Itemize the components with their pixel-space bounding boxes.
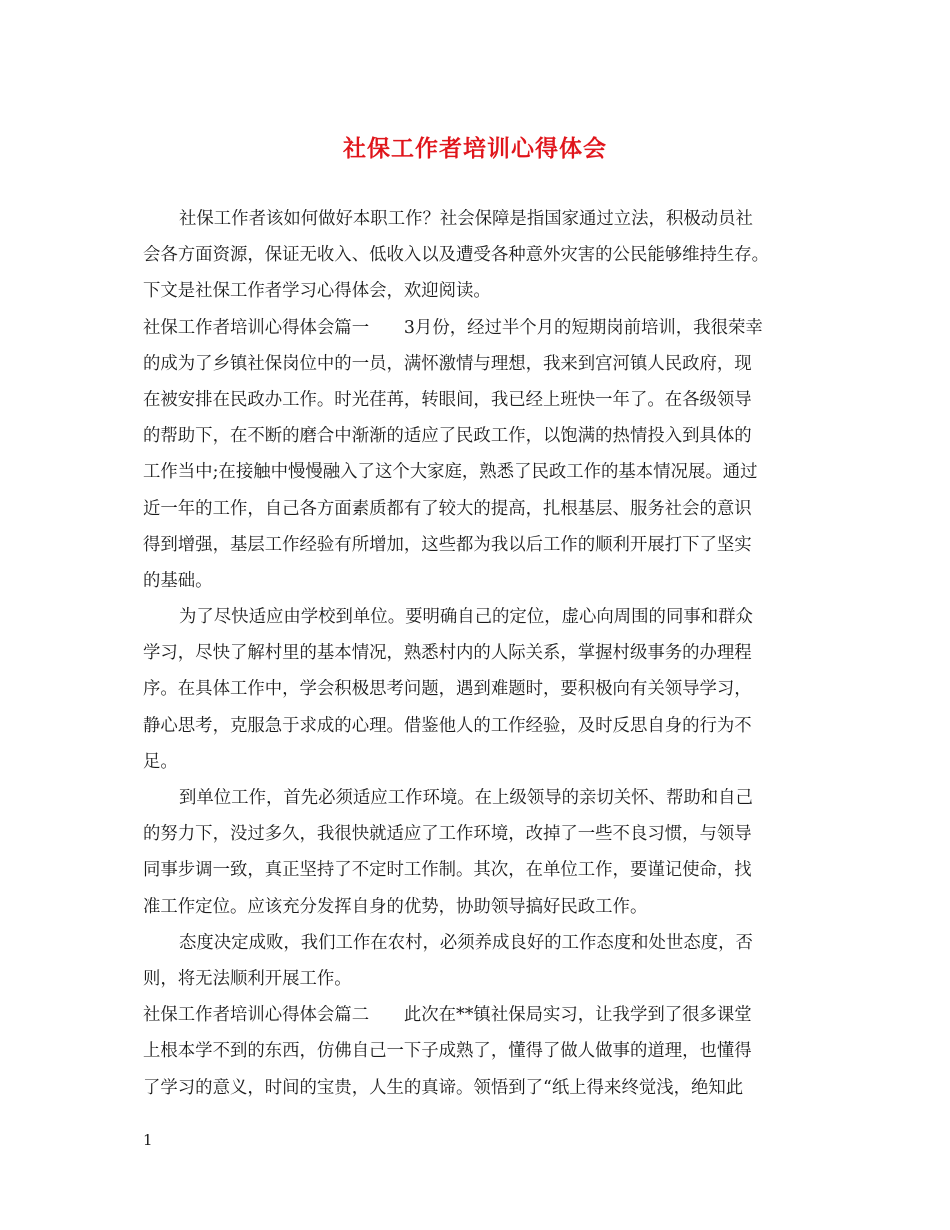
- text-line: 近一年的工作，自己各方面素质都有了较大的提高，扎根基层、服务社会的意识: [143, 498, 752, 519]
- text-line: 得到增强，基层工作经验有所增加，这些都为我以后工作的顺利开展打下了坚实: [143, 534, 752, 555]
- text-line: 社保工作者该如何做好本职工作？社会保障是指国家通过立法，积极动员社: [179, 209, 753, 229]
- text-line: 了学习的意义，时间的宝贵，人生的真谛。领悟到了“纸上得来终觉浅，绝知此: [143, 1077, 744, 1098]
- text-line: 学习，尽快了解村里的基本情况，熟悉村内的人际关系，掌握村级事务的办理程: [143, 643, 752, 664]
- text-line: 序。在具体工作中，学会积极思考问题，遇到难题时，要积极向有关领导学习，: [143, 679, 752, 700]
- text-line: 的成为了乡镇社保岗位中的一员，满怀激情与理想，我来到宫河镇人民政府，现: [143, 353, 752, 374]
- text-line: 静心思考，克服急于求成的心理。借鉴他人的工作经验，及时反思自身的行为不: [143, 715, 752, 736]
- text-line: 的帮助下，在不断的磨合中渐渐的适应了民政工作，以饱满的热情投入到具体的: [143, 426, 752, 447]
- text-line: 同事步调一致，真正坚持了不定时工作制。其次，在单位工作，要谨记使命，找: [143, 860, 752, 881]
- text-line: 工作当中;在接触中慢慢融入了这个大家庭，熟悉了民政工作的基本情况展。通过: [143, 462, 758, 483]
- text-line: 下文是社保工作者学习心得体会，欢迎阅读。: [143, 281, 491, 302]
- page-number: 1: [143, 1131, 153, 1149]
- text-line: 到单位工作，首先必须适应工作环境。在上级领导的亲切关怀、帮助和自己: [179, 788, 753, 808]
- text-line: 的努力下，没过多久，我很快就适应了工作环境，改掉了一些不良习惯，与领导: [143, 824, 752, 845]
- text-line: 态度决定成败，我们工作在农村，必须养成良好的工作态度和处世态度，否: [179, 932, 753, 953]
- text-line: 准工作定位。应该充分发挥自身的优势，协助领导搞好民政工作。: [143, 896, 648, 917]
- text-line: 会各方面资源，保证无收入、低收入以及遭受各种意外灾害的公民能够维持生存。: [143, 245, 770, 266]
- text-line: 上根本学不到的东西，仿佛自己一下子成熟了，懂得了做人做事的道理，也懂得: [143, 1041, 752, 1062]
- section-heading-line: 社保工作者培训心得体会篇一 3月份，经过半个月的短期岗前培训，我很荣幸: [143, 317, 763, 338]
- text-line: 为了尽快适应由学校到单位。要明确自己的定位，虚心向周围的同事和群众: [179, 607, 753, 628]
- text-line: 足。: [143, 751, 178, 772]
- text-line: 则，将无法顺利开展工作。: [143, 968, 352, 989]
- document-body: [143, 201, 811, 1106]
- section-heading-line: 社保工作者培训心得体会篇二 此次在**镇社保局实习，让我学到了很多课堂: [143, 1005, 752, 1026]
- text-line: 的基础。: [143, 570, 213, 591]
- text-line: 在被安排在民政办工作。时光荏苒，转眼间，我已经上班快一年了。在各级领导: [143, 389, 752, 410]
- document-title: 社保工作者培训心得体会: [343, 135, 607, 162]
